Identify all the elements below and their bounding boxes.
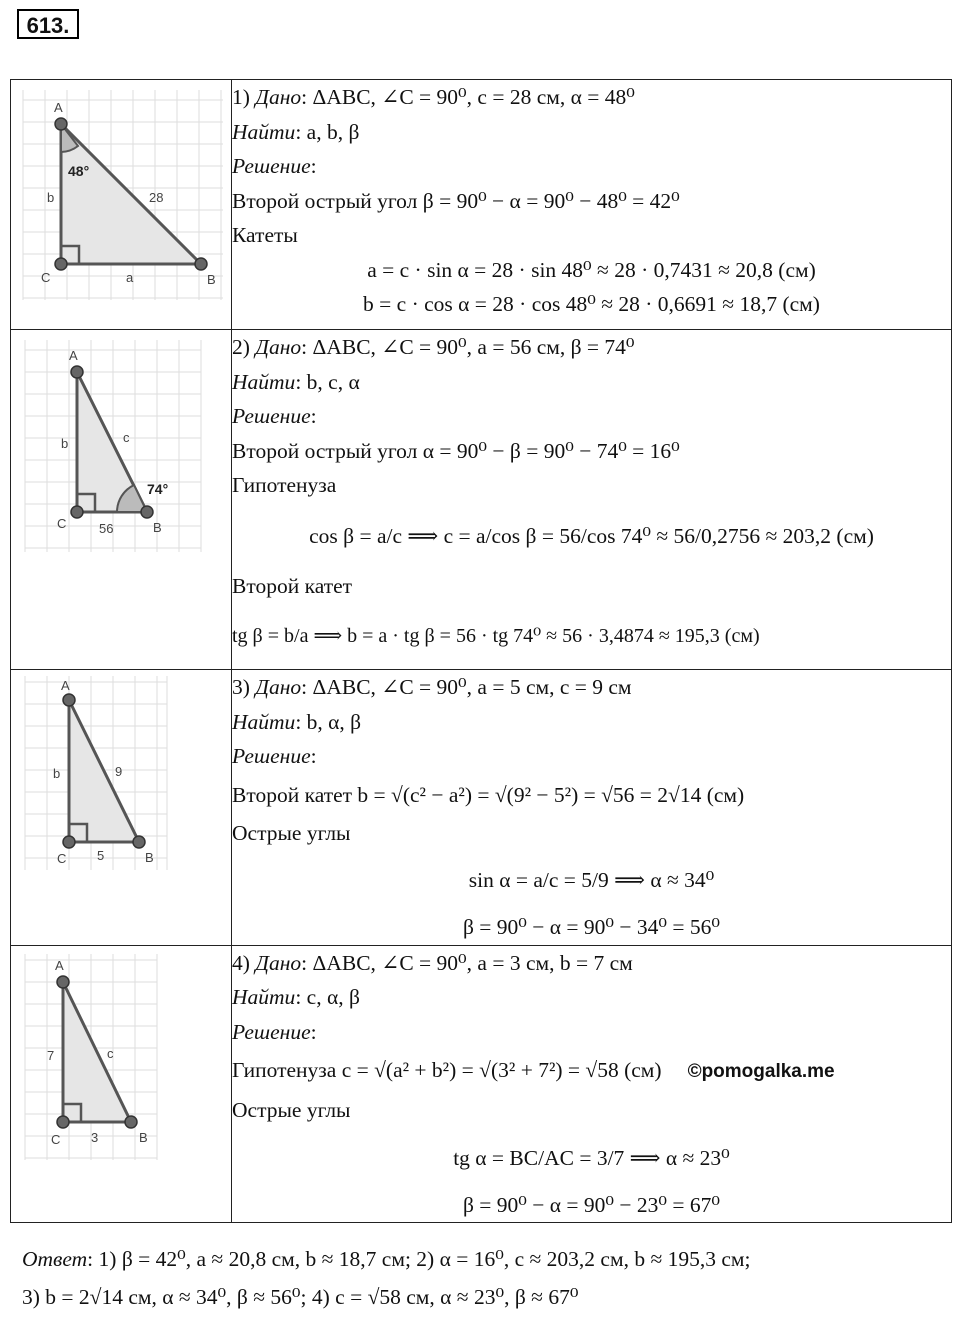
figure-cell	[11, 670, 232, 946]
find-label: Найти	[232, 119, 296, 144]
solution-line: β = 90⁰ − α = 90⁰ − 34⁰ = 56⁰	[462, 915, 721, 939]
solution-table	[10, 79, 952, 1223]
vertex-c-label: C	[57, 516, 67, 531]
given-label: Дано	[255, 85, 302, 109]
given-label: Дано	[255, 335, 302, 359]
solution-line: Острые углы	[232, 820, 351, 845]
solution-line: Второй катет b = √(c² − a²) = √(9² − 5²) = √56 = 2√14 (см)	[232, 782, 745, 807]
given-text: ΔABC, ∠C = 90⁰, a = 3 см, b = 7 см	[312, 950, 633, 975]
angle-label: 48°	[68, 163, 90, 179]
leg-a-label: a	[126, 270, 134, 285]
watermark: ©pomogalka.me	[687, 1061, 835, 1082]
vertex-a-label: A	[69, 348, 78, 363]
solution-cell: 1) Дано: ΔABC, ∠C = 90⁰, c = 28 см, α = 48⁰ Найти: a, b, β Решение: Второй острый угол β = 90⁰ − α = 90⁰ − 48⁰ = 42⁰ Катеты a = c · sin α = 28 · sin 48⁰ ≈ 28 · 0,7431 ≈ 20,8 (см) b = c · cos α = 28 · cos 48⁰ ≈ 28 · 0,6691 ≈ 18,7 (см)	[232, 80, 952, 330]
leg-b-label: b	[53, 766, 61, 781]
solution-line: cos β = a/c ⟹ c = a/cos β = 56/cos 74⁰ ≈ 56/0,2756 ≈ 203,2 (см)	[309, 523, 874, 548]
vertex-c-label: C	[57, 851, 67, 866]
figure-cell	[11, 945, 232, 1223]
solution-line: tg α = BC/AC = 3/7 ⟹ α ≈ 23⁰	[453, 1145, 730, 1170]
hypotenuse-label: c	[107, 1045, 114, 1061]
answer-line-1: 1) β = 42⁰, a ≈ 20,8 см, b ≈ 18,7 см; 2) α = 16⁰, c ≈ 203,2 см, b ≈ 195,3 см;	[98, 1247, 751, 1271]
triangle-figure-4	[11, 946, 229, 1166]
vertex-a-label: A	[54, 100, 63, 115]
leg-b-label: 7	[47, 1047, 55, 1063]
solution-line: Катеты	[232, 223, 298, 247]
solution-label: Решение	[232, 1019, 311, 1044]
answer-line-2: 3) b = 2√14 см, α ≈ 34⁰, β ≈ 56⁰; 4) c = √58 см, α ≈ 23⁰, β ≈ 67⁰	[22, 1285, 579, 1309]
solution-line: Второй острый угол β = 90⁰ − α = 90⁰ − 48⁰ = 42⁰	[232, 188, 680, 213]
angle-label: 74°	[147, 481, 169, 497]
triangle-figure-1	[11, 80, 229, 324]
find-label: Найти	[232, 369, 296, 394]
figure-cell	[11, 330, 232, 670]
vertex-b-label: B	[153, 520, 162, 535]
vertex-b-label: B	[145, 850, 154, 865]
vertex-a-label: A	[55, 957, 64, 973]
solution-line: Второй катет	[232, 573, 353, 598]
solution-label: Решение	[232, 154, 311, 178]
triangle-figure-2	[11, 330, 229, 560]
given-label: Дано	[255, 950, 302, 975]
answer-label: Ответ	[22, 1247, 88, 1271]
solution-line: a = c · sin α = 28 · sin 48⁰ ≈ 28 · 0,7431 ≈ 20,8 (см)	[367, 257, 816, 282]
find-text: a, b, β	[306, 119, 360, 144]
find-text: c, α, β	[306, 985, 360, 1009]
leg-b-label: b	[61, 436, 69, 451]
problem-number: 613.	[17, 9, 79, 39]
solution-line: Гипотенуза c = √(a² + b²) = √(3² + 7²) = √58 (см)	[232, 1058, 662, 1082]
find-label: Найти	[232, 985, 296, 1009]
table-row	[11, 945, 952, 1223]
triangle-figure-3	[11, 670, 229, 880]
vertex-c-label: C	[51, 1131, 61, 1147]
table-row	[11, 80, 952, 330]
solution-label: Решение	[232, 744, 311, 768]
solution-cell: 3) Дано: ΔABC, ∠C = 90⁰, a = 5 см, c = 9 см Найти: b, α, β Решение: Второй катет b = √(c² − a²) = √(9² − 5²) = √56 = 2√14 (см) Острые углы sin α = a/c = 5/9 ⟹ α ≈ 34⁰ β = 90⁰ − α = 90⁰ − 34⁰ = 56⁰	[232, 670, 952, 946]
solution-line: Второй острый угол α = 90⁰ − β = 90⁰ − 74⁰ = 16⁰	[232, 438, 680, 463]
table-row	[11, 670, 952, 946]
vertex-b-label: B	[139, 1129, 148, 1145]
solution-line: Гипотенуза	[232, 473, 337, 497]
solution-label: Решение	[232, 404, 311, 428]
leg-b-label: b	[47, 190, 55, 205]
solution-line: Острые углы	[232, 1098, 351, 1122]
find-text: b, c, α	[306, 369, 360, 394]
solution-line: b = c · cos α = 28 · cos 48⁰ ≈ 28 · 0,6691 ≈ 18,7 (см)	[363, 292, 820, 316]
solution-line: sin α = a/c = 5/9 ⟹ α ≈ 34⁰	[468, 868, 715, 892]
find-label: Найти	[232, 709, 296, 734]
vertex-a-label: A	[61, 678, 70, 693]
leg-a-label: 3	[91, 1129, 99, 1145]
find-text: b, α, β	[306, 709, 362, 734]
given-text: ΔABC, ∠C = 90⁰, c = 28 см, α = 48⁰	[312, 85, 635, 109]
hypotenuse-label: 28	[149, 190, 164, 205]
vertex-c-label: C	[41, 270, 51, 285]
hypotenuse-label: 9	[115, 764, 123, 779]
given-text: ΔABC, ∠C = 90⁰, a = 56 см, β = 74⁰	[312, 335, 635, 359]
table-row	[11, 330, 952, 670]
vertex-b-label: B	[207, 272, 216, 287]
solution-cell: 4) Дано: ΔABC, ∠C = 90⁰, a = 3 см, b = 7 см Найти: c, α, β Решение: Гипотенуза c = √(a² + b²) = √(3² + 7²) = √58 (см) ©pomogalka.me Острые углы tg α = BC/AC = 3/7 ⟹ α ≈ 23⁰ β = 90⁰ − α = 90⁰ − 23⁰ = 67⁰	[232, 945, 952, 1223]
solution-line: tg β = b/a ⟹ b = a · tg β = 56 · tg 74⁰ ≈ 56 · 3,4874 ≈ 195,3 (см)	[232, 625, 760, 647]
solution-line: β = 90⁰ − α = 90⁰ − 23⁰ = 67⁰	[462, 1192, 721, 1217]
given-text: ΔABC, ∠C = 90⁰, a = 5 см, c = 9 см	[312, 675, 632, 699]
figure-cell	[11, 80, 232, 330]
solution-cell: 2) Дано: ΔABC, ∠C = 90⁰, a = 56 см, β = 74⁰ Найти: b, c, α Решение: Второй острый угол α = 90⁰ − β = 90⁰ − 74⁰ = 16⁰ Гипотенуза cos β = a/c ⟹ c = a/cos β = 56/cos 74⁰ ≈ 56/0,2756 ≈ 203,2 (см) Второй катет tg β = b/a ⟹ b = a · tg β = 56 · tg 74⁰ ≈ 56 · 3,4874 ≈ 195,3 (см)	[232, 330, 952, 670]
hypotenuse-label: c	[123, 430, 130, 445]
answer-block: Ответ: 1) β = 42⁰, a ≈ 20,8 см, b ≈ 18,7 см; 2) α = 16⁰, c ≈ 203,2 см, b ≈ 195,3 см; 3) b = 2√14 см, α ≈ 34⁰, β ≈ 56⁰; 4) c = √58 см, α ≈ 23⁰, β ≈ 67⁰	[22, 1240, 952, 1316]
leg-a-label: 56	[99, 521, 114, 536]
leg-a-label: 5	[97, 848, 105, 863]
given-label: Дано	[255, 675, 302, 699]
